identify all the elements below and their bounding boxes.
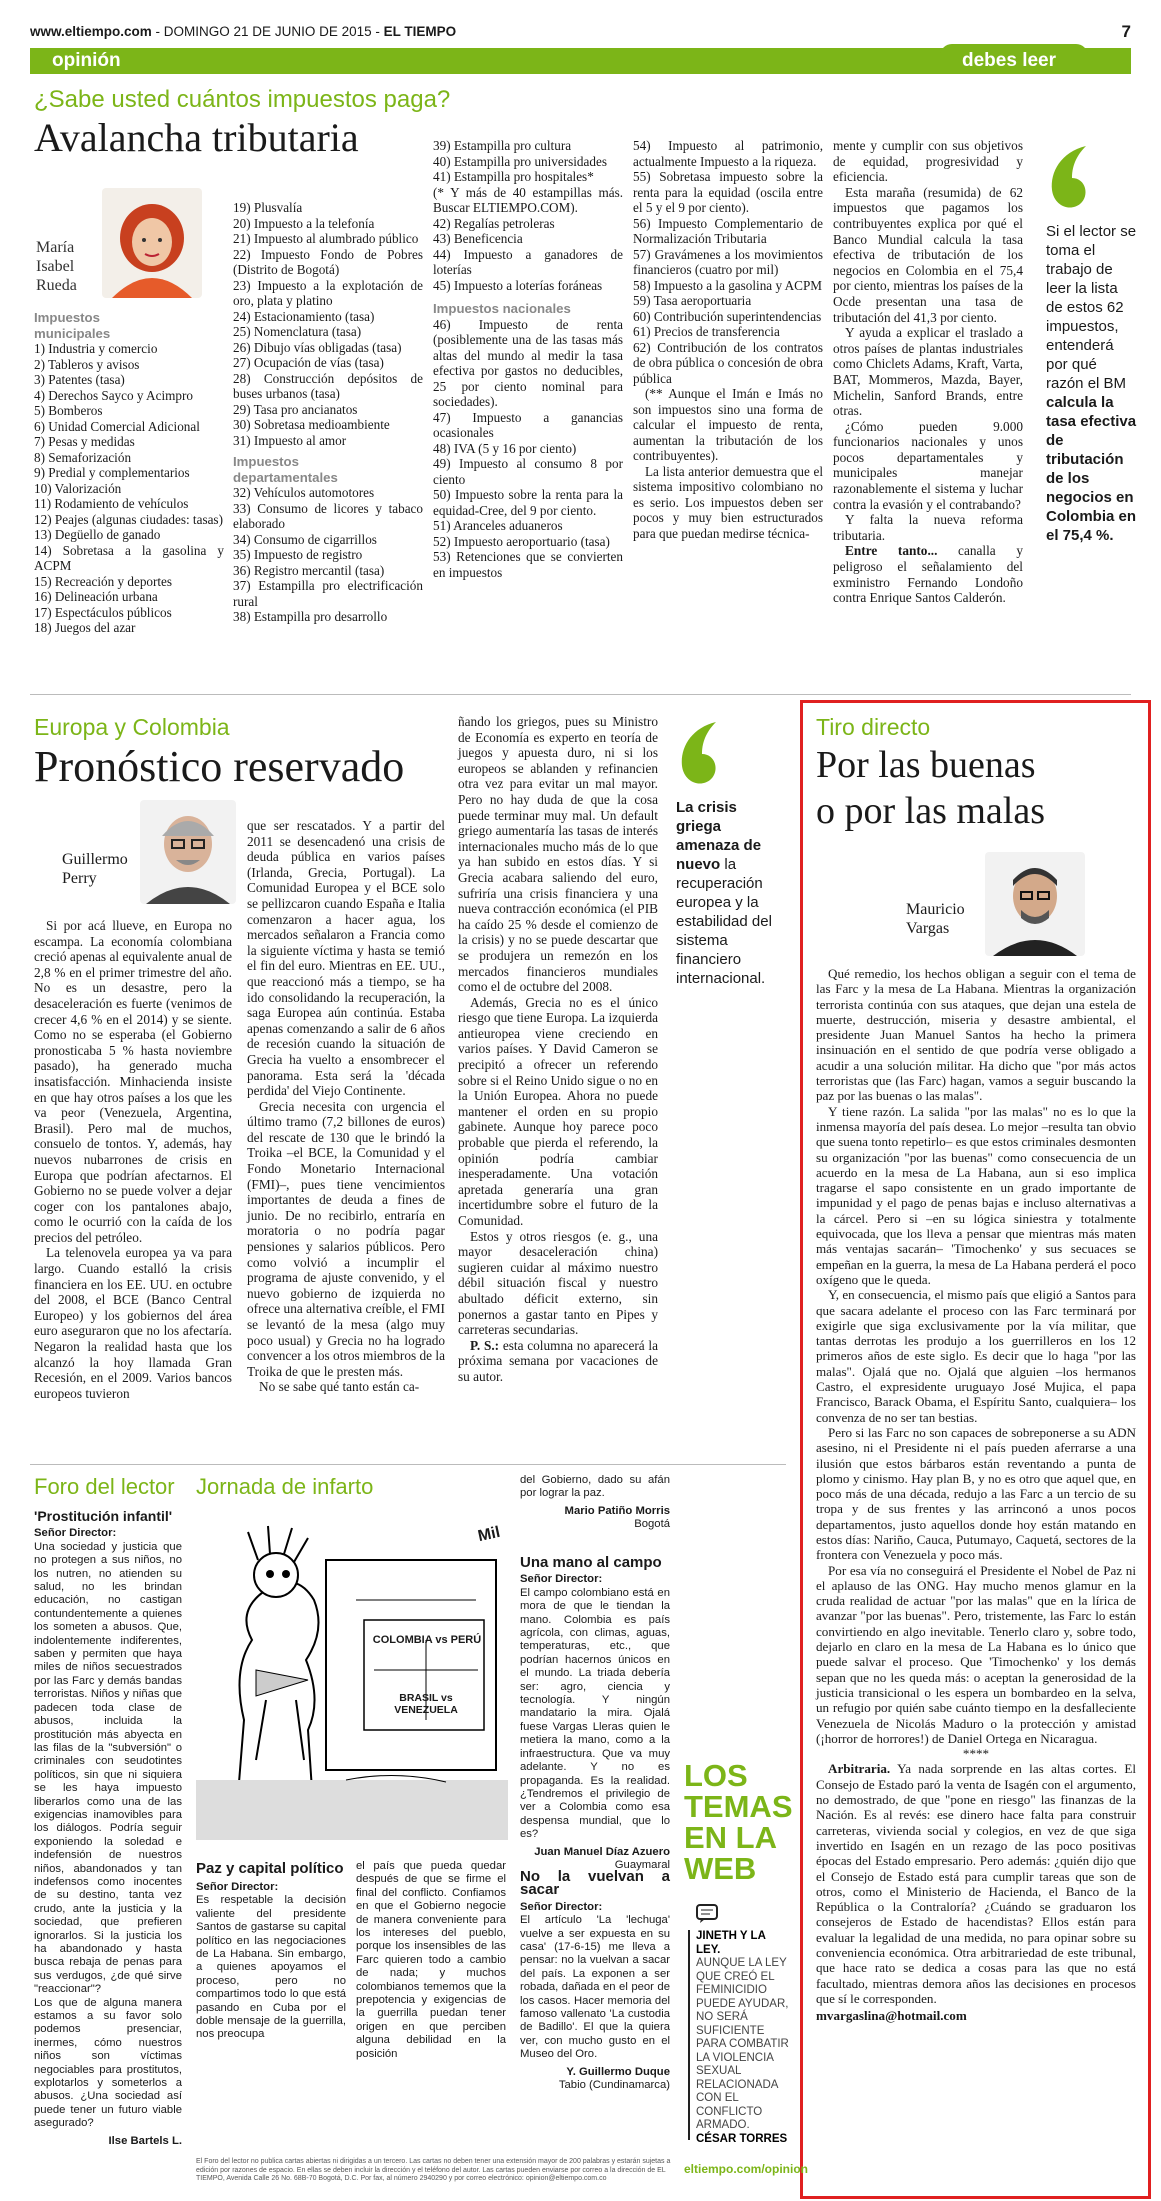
chat-icon	[696, 1904, 718, 1929]
list-item: 57) Gravámenes a los movimientos financieros (cuatro por mil)	[633, 246, 823, 277]
section-label: opinión	[52, 50, 121, 71]
tax-list-3a	[433, 138, 623, 293]
list-item: 14) Sobretasa a la gasolina y ACPM	[34, 542, 224, 573]
list-item: 29) Tasa pro ancianatos	[233, 401, 358, 417]
paragraph: Esta maraña (resumida) de 62 impuestos que pagamos los contribuyentes explica por qué el Banco Mundial calcula la tasa efectiva de tributación de los negocios en Colombia en el 75,4 por ciento, mientras los países de la Ocde presentan una tasa de tributación del 41,3 por ciento.	[833, 184, 1023, 325]
cartoon-title: Jornada de infarto	[196, 1474, 374, 1499]
list-item: 53) Retenciones que se convierten en impuestos	[433, 549, 623, 580]
cartoon-label-2: BRASIL vs VENEZUELA	[394, 1692, 458, 1716]
list-item: 9) Predial y complementarios	[34, 465, 190, 480]
separator-line	[30, 694, 1131, 695]
tiro-kicker: Tiro directo	[816, 714, 931, 740]
list-item: 46) Impuesto de renta (posiblemente una de las tasas más altas del mundo al medir la tasa efectiva por gastos no deducibles, 25 por ciento nominal para sociedades).	[433, 316, 623, 409]
list-item: 21) Impuesto al alumbrado público	[233, 231, 419, 246]
list-item: 52) Impuesto aeroportuario (tasa)	[433, 533, 610, 549]
letter-paz-capital-end: del Gobierno, dado su afán por lograr la paz. Mario Patiño Morris Bogotá	[520, 1474, 670, 1531]
letter-paz-capital: Paz y capital político Señor Director: Es respetable la decisión valiente del presidente Santos de gastarse su capital político en las negociaciones de La Habana. Sin embargo, a quienes apoyamos el proceso, pero no compartimos todo lo que está pasando en Cuba por el doble mensaje de la guerrilla, nos preocupa	[196, 1860, 346, 2041]
web-topics-rule	[688, 1930, 690, 2140]
tax-list-2a	[233, 200, 423, 448]
list-item: 35) Impuesto de registro	[233, 547, 363, 562]
list-item: 13) Degüello de ganado	[34, 527, 161, 542]
list-item: 6) Unidad Comercial Adicional	[34, 418, 200, 434]
paragraph: Y ayuda a explicar el traslado a otros países de plantas industriales como Chiclets Adams, Kraft, Varta, BAT, Mommeros, Mazda, Bayer, Michelin, Sanford Brands, entre otras.	[833, 325, 1023, 419]
must-read-label: debes leer	[962, 50, 1056, 71]
list-item: 42) Regalías petroleras	[433, 215, 555, 231]
list-item: 36) Registro mercantil (tasa)	[233, 562, 385, 578]
letter-prostitucion: 'Prostitución infantil' Señor Director: Una sociedad y justicia que no protegen a sus niños, no los nutren, no atienden su salud, no les brindan educación, no castigan contundentemente a quienes los someten a abusos. Que, indolentemente indiferentes, saben y permiten que haya miles de niños secuestrados por las Farc y demás bandas terroristas. Niños y niñas que padecen toda clase de abusos, incluida la prostitución más abyecta en las filas de la "subversión" o criminales con seudotintes políticos, sin que ni siquiera se les haya impuesto liberarlos como una de las exigencias inamovibles para los diálogos. Podría seguir exponiendo la soledad e indefensión de nuestros niños, abandonados y tan indefensos como inocentes de su destino, tanta vez crudo, ante la justicia y la sociedad, que prefieren ignorarlos. Si la justicia los ha abandonado y hasta busca rebaja de penas para sus verdugos, ¿de qué sirve "reaccionar"? Los que de alguna manera estamos a su favor solo podemos presenciar, inermes, cómo nuestros niños son víctimas negociables para prostitutos, explotarlos y someterlos a abusos. ¿Una sociedad así puede tener un futuro viable asegurado? Ilse Bartels L.	[34, 1508, 182, 2147]
list-item: 48) IVA (5 y 16 por ciento)	[433, 440, 577, 456]
europe-kicker: Europa y Colombia	[34, 714, 230, 740]
top-author: María Isabel Rueda	[36, 239, 77, 294]
top-col1: Impuestos municipales 1) Industria y comercio 2) Tableros y avisos 3) Patentes (tasa) 4) Derechos Sayco y Acimpro 5) Bomberos 6) Unidad Comercial Adicional 7) Pesas y medidas 8) Semaforización 9) Predial y complementarios 10) Valorización 11) Rodamiento de vehículos 12) Peajes (algunas ciudades: tasas) 13) Degüello de ganado 14) Sobretasa a la gasolina y ACPM 15) Recreación y deportes 16) Delineación urbana 17) Espectáculos públicos 18) Juegos del azar	[34, 310, 224, 635]
list-item: 2) Tableros y avisos	[34, 356, 140, 372]
list-item: 24) Estacionamiento (tasa)	[233, 308, 375, 324]
author-photo-vargas	[985, 852, 1085, 956]
forum-footer-note: El Foro del lector no publica cartas abiertas ni dirigidas a un tercero. Las cartas no deben tener una extensión mayor de 200 palabras y estarán sujetas a edición por razones de espacio. En ellas se deben incluir la dirección y el teléfono del autor. Las cartas pueden enviarse por correo a la dirección de EL TIEMPO, Avenida Calle 26 No. 68B-70 Bogotá, D.C. Por fax, al número 2940290 y por correo electrónico: opinion@eltiempo.com.co	[196, 2158, 671, 2182]
list-item: 45) Impuesto a loterías foráneas	[433, 277, 603, 293]
list-item: 15) Recreación y deportes	[34, 573, 173, 589]
list-item: 41) Estampilla pro hospitales*	[433, 169, 594, 184]
list-item: 7) Pesas y medidas	[34, 434, 135, 449]
site-url[interactable]: www.eltiempo.com	[30, 24, 152, 39]
europe-col1: Si por acá llueve, en Europa no escampa. La economía colombiana creció apenas al equivalente anual de 2,8 % en el primer trimestre del año. No es un desastre, pero la desaceleración es fuerte (venimos de crecer 4,6 % en el 2014) y se siente. Como no se esperaba (el Gobierno pronosticaba 5 % hasta noviembre pasado), ha generado mucha insatisfacción. Minhacienda insiste en que hay otros países a los que les va peor (Venezuela, Argentina, Brasil). Pero mal de muchos, consuelo de tontos. Y, además, hay nuevos nubarrones de crisis en Europa que podrían afectarnos. El Gobierno no se puede volver a dejar coger con los pantalones abajo, como le ocurrió con la caída de los precios del petróleo. La telenovela europea ya va para largo. Cuando estalló la crisis financiera en los EE. UU. en octubre del 2008, el BCE (Banco Central Europeo) y los gobiernos del área euro aseguraron que no los afectaría. Negaron la realidad hasta que los alcanzó la hoy llamada Gran Recesión, en el 2009. Varios bancos europeos tuvieron	[34, 918, 232, 1401]
tiro-title: Por las buenas o por las malas	[816, 744, 1046, 832]
departmental-tax-list	[233, 485, 423, 625]
list-item: 60) Contribución superintendencias	[633, 308, 822, 324]
list-item: 27) Ocupación de vías (tasa)	[233, 355, 384, 370]
list-item: 40) Estampilla pro universidades	[433, 153, 607, 169]
tax-list-4a	[633, 138, 823, 386]
list-item: 39) Estampilla pro cultura	[433, 138, 572, 153]
europe-col2: que ser rescatados. Y a partir del 2011 se desencadenó una crisis de deuda pública en varios países (Irlanda, Grecia, Portugal). La Comunidad Europea y el BCE solo se pellizcaron cuando España e Italia comenzaron a hacer agua, los mercados señalaron a Francia como la siguiente víctima y hasta se temió el fin del euro. Mientras en EE. UU., que reaccionó más a tiempo, se ha ido consolidando la recuperación, la saga Europea aún continúa. Estaba apenas comenzando a salir de 6 años de recesión cuando la situación de Grecia ha vuelto a ensombrecer el panorama. Esta será la 'década perdida' del Viejo Continente. Grecia necesita con urgencia el último tramo (7,2 billones de euros) del rescate de 130 que le brindó la Troika –el BCE, la Comunidad y el Fondo Monetario Internacional (FMI)–, pues tiene vencimientos importantes de deuda a fines de junio. De no recibirlo, entraría en moratoria o no podría pagar pensiones y salarios públicos. Pero como volvió a incumplir el programa de ajuste convenido, y el nuevo gobierno de izquierda no ofrece una alternativa creíble, el FMI se levantó de la mesa (algo muy poco usual) y Grecia no ha logrado convencer a los otros miembros de la Troika de que le presten más. No se sabe qué tanto están ca-	[247, 818, 445, 1395]
list-item: 56) Impuesto Complementario de Normalización Tributaria	[633, 215, 823, 246]
list-item: 10) Valorización	[34, 480, 122, 496]
top-col3: 39) Estampilla pro cultura 40) Estampilla pro universidades 41) Estampilla pro hospitales* (* Y más de 40 estampillas más. Buscar ELTIEMPO.COM). 42) Regalías petroleras 43) Beneficencia 44) Impuesto a ganadores de loterías 45) Impuesto a loterías foráneas Impuestos nacionales 46) Impuesto de renta (posiblemente una de las tasas más altas del mundo al medir la tasa efectiva por gastos no deducibles, 25 por ciento nominal para sociedades). 47) Impuesto a ganancias ocasionales 48) IVA (5 y 16 por ciento) 49) Impuesto al consumo 8 por ciento 50) Impuesto sobre la renta para la equidad-Cree, del 9 por ciento. 51) Aranceles aduaneros 52) Impuesto aeroportuario (tasa) 53) Retenciones que se convierten en impuestos	[433, 138, 623, 580]
web-topics-title: LOS TEMAS EN LA WEB	[684, 1758, 793, 1886]
cartoon-illustration	[196, 1520, 508, 1840]
list-item: 25) Nomenclatura (tasa)	[233, 324, 362, 339]
list-item: 16) Delineación urbana	[34, 589, 158, 604]
list-item: 37) Estampilla pro electrificación rural	[233, 578, 423, 609]
list-item: 44) Impuesto a ganadores de loterías	[433, 246, 623, 277]
list-item: 54) Impuesto al patrimonio, actualmente Impuesto a la riqueza.	[633, 138, 823, 169]
europe-pull-quote: La crisis griega amenaza de nuevo la recuperación europea y la estabilidad del sistema financiero internacional.	[676, 799, 772, 987]
list-item: 20) Impuesto a la telefonía	[233, 215, 375, 231]
quote-mark-icon	[1046, 142, 1092, 217]
author-email[interactable]: mvargaslina@hotmail.com	[816, 2008, 967, 2024]
cartoon-signature: Mil	[476, 1523, 502, 1546]
tiro-body: Qué remedio, los hechos obligan a seguir con el tema de las Farc y la mesa de La Habana. Mientras la organización terrorista continúa con sus ataques, que dejan una estela de muerte, destrucción, miseria y desastre ambiental, el presidente Juan Manuel Santos ha hecho la primera insinuación en el sentido de que podría verse obligado a acudir a una solución militar. Ha dicho que "por más actos terroristas que (las Farc) hagan, vamos a seguir buscando la paz por las buenas o las malas". Y tiene razón. La salida "por las malas" no es lo que la inmensa mayoría del país desea. Lo mejor –resulta tan obvio que suena tonto repetirlo– es que estos criminales desmonten su organización "por las buenas" como consecuencia de un acuerdo en la mesa de La Habana, aun si eso implica tragarse el sapo consistente en un grado importante de impunidad y el pago de penas bajas e incluso alternativas a la cárcel. Pero si –en su lógica siniestra y totalmente equivocada, que los lleva a pensar que mientras más maten más ventajas sacarán– 'Timochenko' y sus secuaces se empeñan en la guerra, la mesa de La Habana perderá el poco oxígeno que le queda. Y, en consecuencia, el mismo país que eligió a Santos para que sacara adelante el proceso con las Farc terminará por exigirle que siga exclusivamente por la vía militar, que tantas derrotas les produjo a los guerrilleros en los 12 primeros años de este siglo. Es decir que lo haga "por las malas". Ojalá que no. Ojalá que alguien –los hermanos Castro, el expresidente uruguayo José Mujica, el papa Francisco, Barack Obama, el Espíritu Santo, cualquiera– los convenza de no ser tan bestias. Pero si las Farc no son capaces de sobreponerse a su ADN asesino, ni el Presidente ni el país pueden aferrarse a una ilusión que estos bárbaros están reventando a punta de plomo y cinismo. Hay plan B, y no es otro que aquel que, en poco más de una década, redujo a las Farc a un tercio de su tropa y de sus frentes y las arrinconó a unos pocos departamentos, justo aquellos donde hoy están matando en estos días: Nariño, Cauca, Putumayo, Caquetá, sectores de la frontera con Venezuela y poco más. Por esa vía no conseguirá el Presidente el Nobel de Paz ni el aplauso de las ONG. Hay mucho menos glamur en la cruda realidad de actuar "por las malas" que en la lírica de avanzar "por las buenas". Pero, tristemente, las Farc lo están convirtiendo en algo inevitable. Tenerlo claro y, sobre todo, dejarlo en claro en la mesa de La Habana es lo único que puede salvar el proceso. Que 'Timochenko' y los demás sepan que no les queda más: o aceptan la generosidad de la justicia transicional o les espera un bombardeo en la selva, un refugio por quién sabe cuánto tiempo en la desfalleciente Venezuela de Nicolás Maduro o la protección y amistad (¡horror de horrores!) de Daniel Ortega en Nicaragua. **** Arbitraria. Ya nada sorprende en las altas cortes. El Consejo de Estado paró la venta de Isagén con el argumento, no demostrado, de que "pone en riesgo" las finanzas de la Nación. Es al revés: ese dinero hace falta para construir carreteras, vivienda social y colegios, en vez de que siga invertido en Isagén en un rezago de las poco positivas épocas del Estado empresario. Pero además: ¿quién dijo que el Consejo de Estado está para cumplir tareas que son de otros, como el Ministerio de Hacienda, el Banco de la República o la Contraloría? ¿Cuándo se graduaron los consejeros de Estado de hacendistas? Ellos están para evaluar la legalidad de una medida, no para opinar sobre su conveniencia económica. Otra arbitrariedad de este tribunal, que hace rato se dedica a cosas para las que no está facultado, mientras demora años las decisiones en procesos que sí le corresponden. mvargaslina@hotmail.com	[816, 966, 1136, 2024]
top-col5: mente y cumplir con sus objetivos de equidad, progresividad y eficiencia. Esta maraña (resumida) de 62 impuestos que pagamos los contribuyentes explica por qué el Banco Mundial calcula la tasa efectiva de tributación de los negocios en Colombia en el 75,4 por ciento, mientras los países de la Ocde presentan una tasa de tributación del 41,3 por ciento. Y ayuda a explicar el traslado a otros países de plantas industriales como Chiclets Adams, Kraft, Varta, BAT, Mommeros, Mazda, Bayer, Michelin, Sanford Brands, entre otras. ¿Cómo pueden 9.000 funcionarios nacionales y unos pocos departamentales y municipales manejar razonablemente el sistema y luchar contra la evasión y el contrabando? Y falta la nueva reforma tributaria. Entre tanto... canalla y peligroso el señalamiento del exministro Fernando Londoño contra Enrique Santos Calderón.	[833, 138, 1023, 606]
list-item: 50) Impuesto sobre la renta para la equidad-Cree, del 9 por ciento.	[433, 487, 623, 518]
list-item: 19) Plusvalía	[233, 200, 303, 215]
list-item: 11) Rodamiento de vehículos	[34, 496, 189, 511]
list-item: 38) Estampilla pro desarrollo	[233, 609, 388, 624]
list-item: 18) Juegos del azar	[34, 620, 136, 635]
europe-title: Pronóstico reservado	[34, 742, 405, 791]
issue-date: DOMINGO 21 DE JUNIO DE 2015	[163, 24, 372, 39]
list-item: 3) Patentes (tasa)	[34, 372, 125, 387]
separator-line	[30, 1464, 786, 1465]
list-item: 61) Precios de transferencia	[633, 324, 780, 339]
list-item: 26) Dibujo vías obligadas (tasa)	[233, 339, 402, 355]
paragraph: Y falta la nueva reforma tributaria.	[833, 512, 1023, 543]
tiro-author: Mauricio Vargas	[906, 901, 965, 937]
list-item: 23) Impuesto a la explotación de oro, plata y platino	[233, 277, 423, 308]
letter-mano-campo: Una mano al campo Señor Director: El campo colombiano está en mora de que le tiendan la mano. Colombia es país agrícola, con climas, aguas, temperaturas, etc., que podrían hacernos únicos en el mundo. La triada debería ser: agro, ciencia y tecnología. Y ningún mandatario la mira. Ojalá fuese Vargas Lleras quien le metiera la mano, como a la infraestructura. Que va muy adelante. Y no es propaganda. Es la realidad. ¿Tendremos el privilegio de ver a Colombia como esa despensa mundial, que lo es? Juan Manuel Díaz Azuero Guaymaral	[520, 1554, 670, 1871]
opinion-url-link[interactable]: eltiempo.com/opinion	[684, 2162, 809, 2176]
national-tax-list	[433, 317, 623, 581]
list-item: 8) Semaforización	[34, 449, 132, 465]
list-item: 59) Tasa aeroportuaria	[633, 293, 752, 308]
list-item: 47) Impuesto a ganancias ocasionales	[433, 409, 623, 440]
list-item: 5) Bomberos	[34, 403, 103, 418]
list-item: 4) Derechos Sayco y Acimpro	[34, 387, 193, 403]
list-item: 32) Vehículos automotores	[233, 485, 375, 500]
paragraph: mente y cumplir con sus objetivos de equidad, progresividad y eficiencia.	[833, 138, 1023, 185]
paragraph: ¿Cómo pueden 9.000 funcionarios nacionales y unos pocos departamentales y municipales manejar razonablemente el sistema y luchar contra la evasión y el contrabando?	[833, 418, 1023, 512]
list-item: 55) Sobretasa impuesto sobre la renta para la equidad (oscila entre el 5 y el 9 por ciento).	[633, 169, 823, 215]
author-photo-rueda	[102, 188, 202, 298]
top-col4: 54) Impuesto al patrimonio, actualmente Impuesto a la riqueza. 55) Sobretasa impuesto sobre la renta para la equidad (oscila entre el 5 y el 9 por ciento). 56) Impuesto Complementario de Normalización Tributaria 57) Gravámenes a los movimientos financieros (cuatro por mil) 58) Impuesto a la gasolina y ACPM 59) Tasa aeroportuaria 60) Contribución superintendencias 61) Precios de transferencia 62) Contribución de los contratos de obra pública o concesión de obra pública (** Aunque el Imán e Imás no son impuestos sino una forma de calcular el impuesto de renta, aumentan la tributación de los contribuyentes). La lista anterior demuestra que el sistema impositivo colombiano no es serio. Los impuestos deben ser pocos y muy bien estructurados para que puedan medirse técnica-	[633, 138, 823, 541]
list-item: 58) Impuesto a la gasolina y ACPM	[633, 277, 823, 293]
cartoon-label-1: COLOMBIA vs PERÚ	[372, 1634, 482, 1646]
header-bar: www.eltiempo.com - DOMINGO 21 DE JUNIO DE 2015 - EL TIEMPO 7	[30, 22, 1131, 41]
letter-no-sacar: No la vuelvan a sacar Señor Director: El artículo 'La 'lechuga' vuelve a ser expuesta en su casa' (17-6-15) me lleva a pensar: no la vuelvan a sacar del país. La exponen a ser robada, dañada en el peor de los casos. Hacer memoria del famoso vallenato 'La custodia de Badillo'. El que la quiera ver, con mucho gusto en el Museo del Oro. Y. Guillermo Duque Tabio (Cundinamarca)	[520, 1868, 670, 2092]
europe-author: Guillermo Perry	[62, 851, 128, 887]
top-pull-quote: Si el lector se toma el trabajo de leer la lista de estos 62 impuestos, entenderá por qué razón el BM calcula la tasa efectiva de tributación de los negocios en Colombia en el 75,4 %.	[1046, 223, 1137, 544]
top-col2: 19) Plusvalía 20) Impuesto a la telefonía 21) Impuesto al alumbrado público 22) Impuesto Fondo de Pobres (Distrito de Bogotá) 23) Impuesto a la explotación de oro, plata y platino 24) Estacionamiento (tasa) 25) Nomenclatura (tasa) 26) Dibujo vías obligadas (tasa) 27) Ocupación de vías (tasa) 28) Construcción depósitos de buses urbanos (tasa) 29) Tasa pro ancianatos 30) Sobretasa medioambiente 31) Impuesto al amor Impuestos departamentales 32) Vehículos automotores 33) Consumo de licores y tabaco elaborado 34) Consumo de cigarrillos 35) Impuesto de registro 36) Registro mercantil (tasa) 37) Estampilla pro electrificación rural 38) Estampilla pro desarrollo	[233, 200, 423, 624]
top-kicker: ¿Sabe usted cuántos impuestos paga?	[34, 86, 451, 113]
paper-name: EL TIEMPO	[383, 24, 457, 39]
top-title: Avalancha tributaria	[34, 115, 359, 160]
author-photo-perry	[140, 800, 236, 904]
list-item: (* Y más de 40 estampillas más. Buscar ELTIEMPO.COM).	[433, 184, 623, 215]
list-item: 22) Impuesto Fondo de Pobres (Distrito de Bogotá)	[233, 246, 423, 277]
list-item: 43) Beneficencia	[433, 231, 523, 246]
list-item: 12) Peajes (algunas ciudades: tasas)	[34, 511, 223, 527]
web-topic-item[interactable]: JINETH Y LA LEY. AUNQUE LA LEY QUE CREÓ EL FEMINICIDIO PUEDE AYUDAR, NO SERÁ SUFICIENTE PARA COMBATIR LA VIOLENCIA SEXUAL RELACIONADA CON EL CONFLICTO ARMADO. CÉSAR TORRES	[696, 1930, 789, 2145]
list-item: 33) Consumo de licores y tabaco elaborado	[233, 500, 423, 531]
list-item: 1) Industria y comercio	[34, 341, 158, 356]
list-item: 17) Espectáculos públicos	[34, 604, 172, 620]
list-item: 51) Aranceles aduaneros	[433, 518, 563, 533]
list-item: 31) Impuesto al amor	[233, 432, 347, 448]
list-item: 28) Construcción depósitos de buses urbanos (tasa)	[233, 370, 423, 401]
quote-mark-icon	[676, 718, 722, 793]
list-item: 49) Impuesto al consumo 8 por ciento	[433, 456, 623, 487]
letter-paz-capital-cont: el país que pueda quedar después de que se firme el final del conflicto. Confiamos en que el Gobierno negocie de manera conveniente para los intereses del pueblo, porque los insensibles de las Farc quieren todo a cambio de nada; y muchos colombianos tememos que la prepotencia y exigencias de la guerrilla puedan tener origen en que perciben alguna debilidad en la posición	[356, 1860, 506, 2060]
list-item: 34) Consumo de cigarrillos	[233, 531, 377, 547]
page-number: 7	[1121, 22, 1131, 41]
list-item: 62) Contribución de los contratos de obra pública o concesión de obra pública	[633, 339, 823, 386]
municipal-tax-list	[34, 341, 224, 636]
europe-col3: ñando los griegos, pues su Ministro de Economía es experto en teoría de juegos y apuesta duro, ni si los europeos se ablanden y refinancien otra vez para evitar un mal mayor. Pero no hay duda de que la cosa puede terminar muy mal. Un default griego aumentaría las tasas de interés internacionales mucho más de lo que ya han subido en estos días. Y si Grecia acabara saliendo del euro, sufriría una crisis financiera y una nueva contracción económica (el PIB ha caído 25 % desde el comienzo de la crisis) y no se puede descartar que se produjera un remezón en los mercados financieros mundiales como el de octubre del 2008. Además, Grecia no es el único riesgo que tiene Europa. La izquierda antieuropea viene creciendo en varios países. Y David Cameron se precipitó a ofrecer un referendo sobre si el Reino Unido sigue o no en la Unión Europea. Ahora no puede mantener el orden en su propio gabinete. Aunque hoy parece poco probable que pierda el referendo, la opinión podría cambiar inesperadamente. Una votación apretada generaría una gran incertidumbre sobre el futuro de la Comunidad. Estos y otros riesgos (e. g., una mayor desaceleración china) sugieren cuidar al máximo nuestro débil situación fiscal y nuestro abultado déficit externo, sin ponernos a gastar tanto en Pipes y carreteras secundarias. P. S.: esta columna no aparecerá la próxima semana por vacaciones de su autor.	[458, 714, 659, 1384]
forum-title: Foro del lector	[34, 1474, 175, 1499]
list-item: 30) Sobretasa medioambiente	[233, 417, 390, 432]
